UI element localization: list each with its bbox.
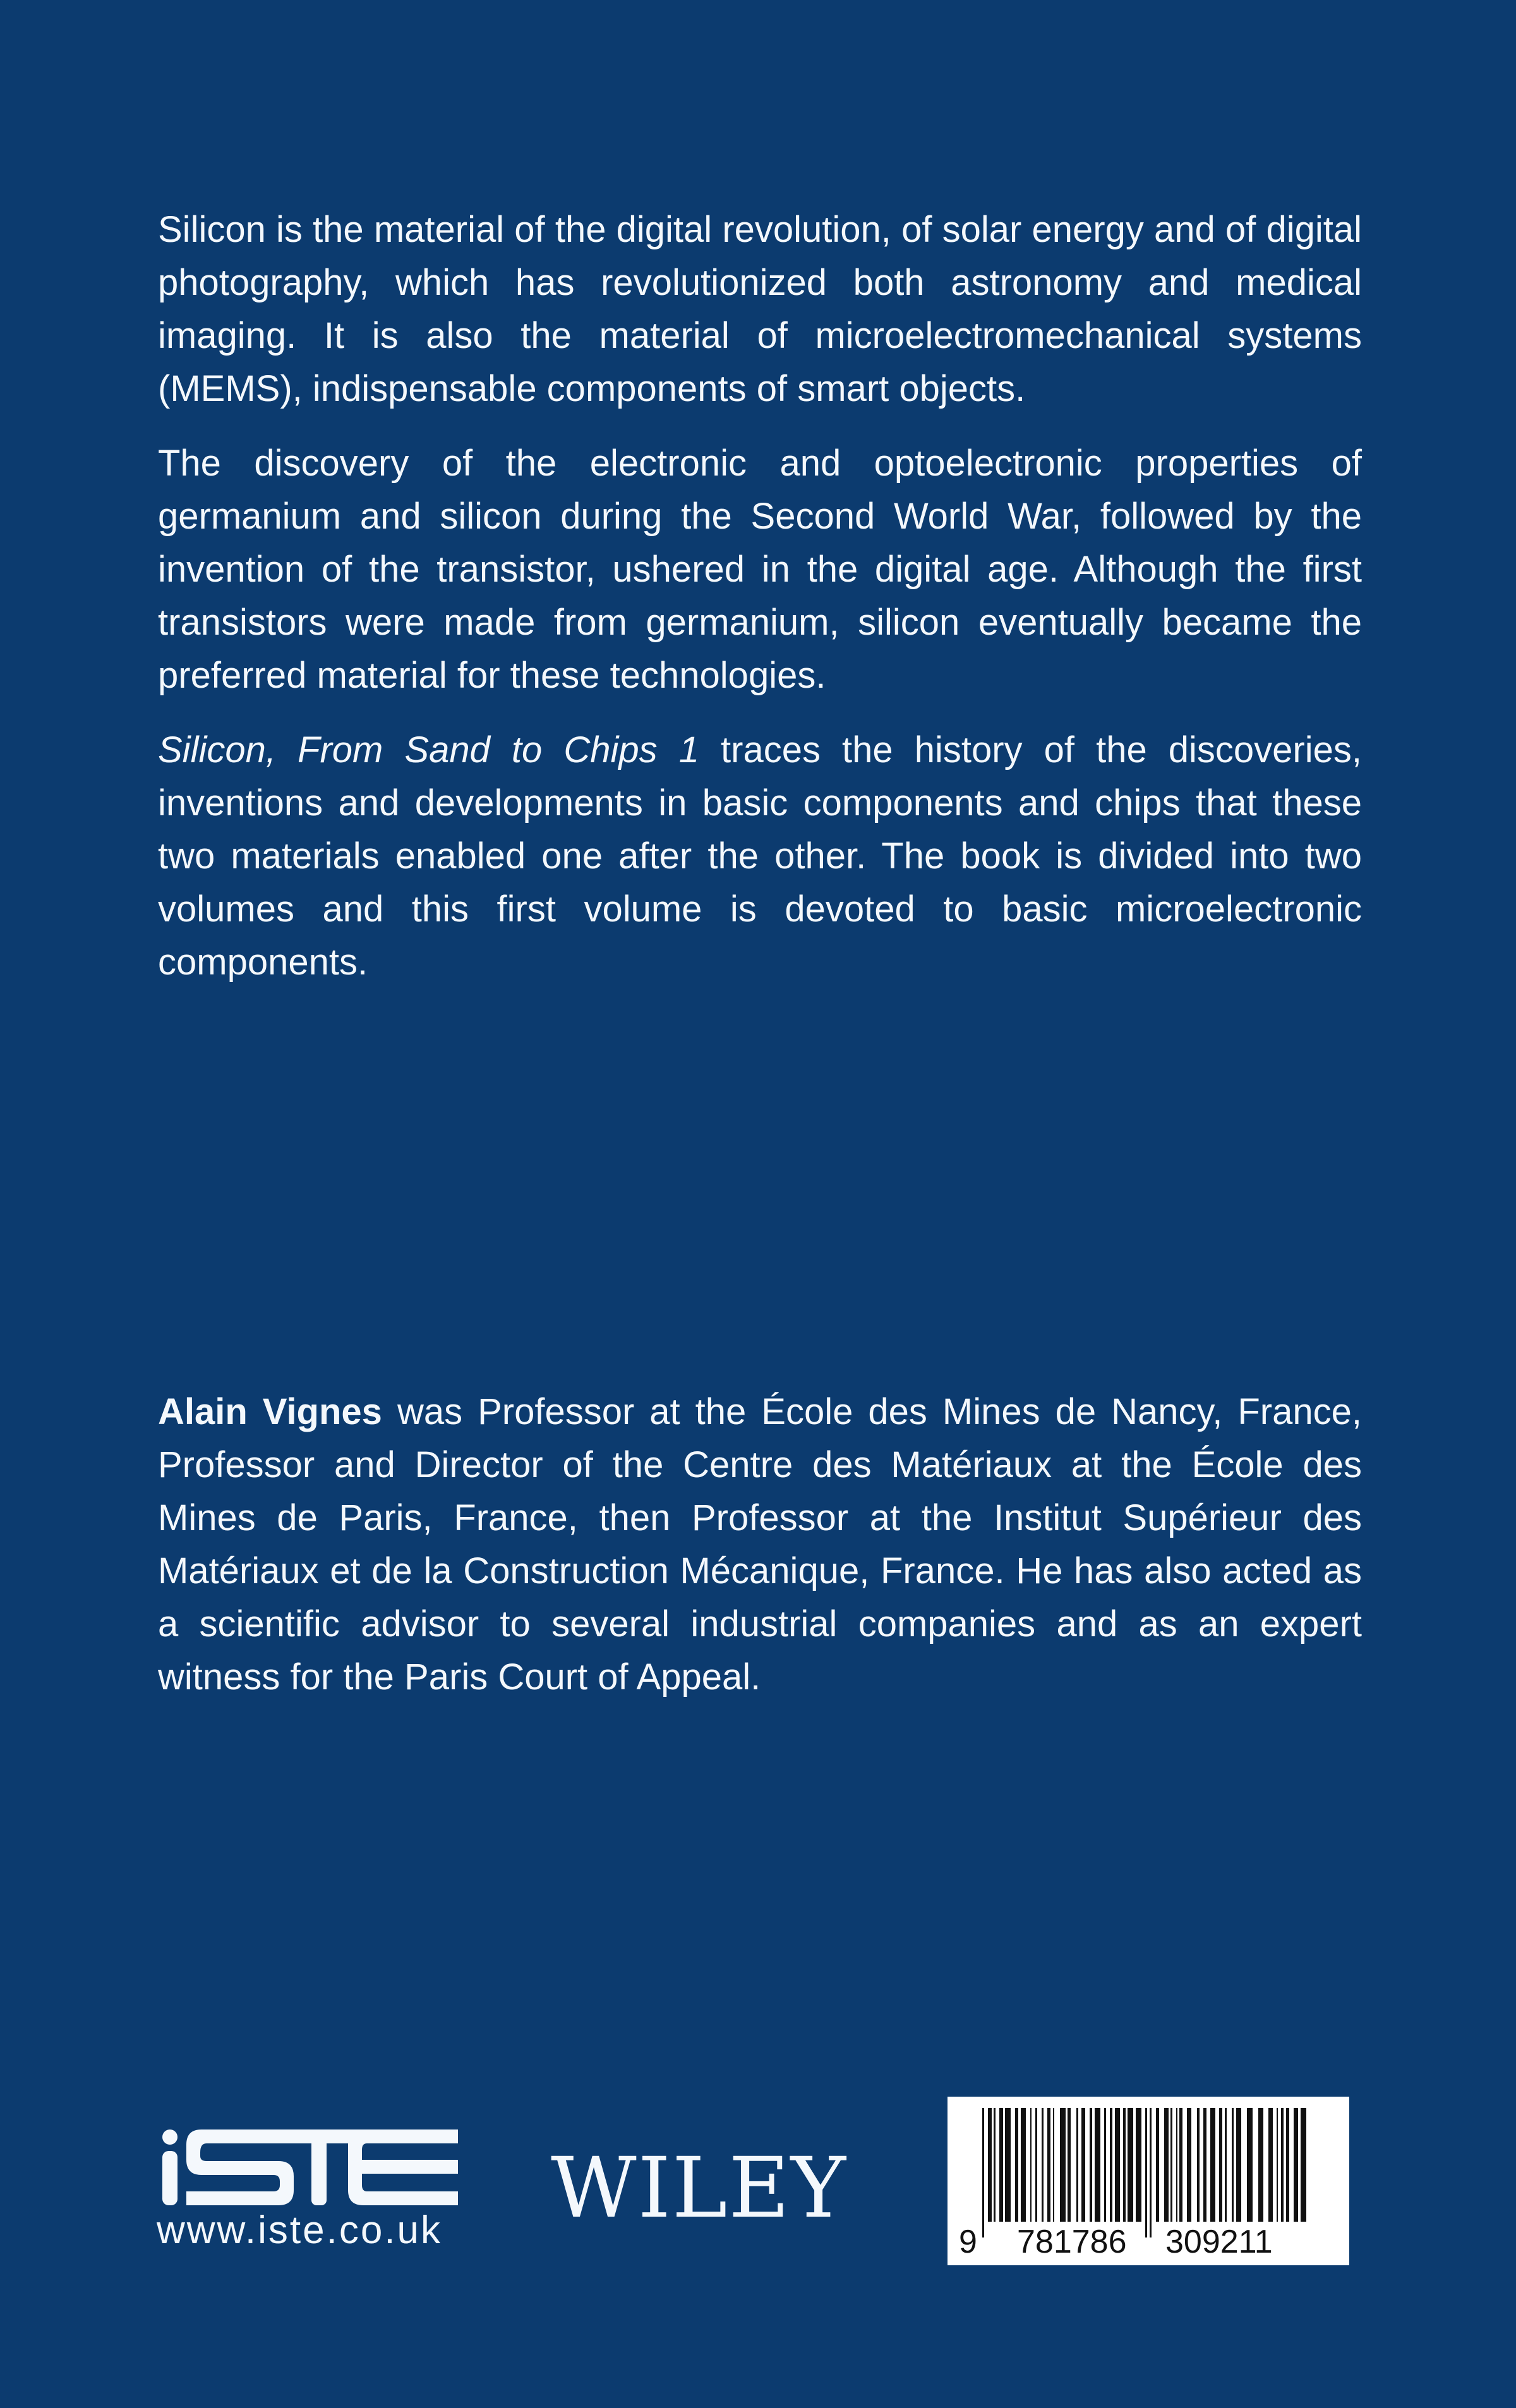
barcode-bar	[1286, 2108, 1289, 2222]
barcode-bar	[1035, 2108, 1037, 2222]
barcode-digit-prefix: 9	[959, 2224, 977, 2260]
wiley-logo: WILEY	[551, 2140, 847, 2237]
barcode-bar	[1005, 2108, 1011, 2222]
barcode-bars	[982, 2108, 1311, 2237]
barcode-bar	[1104, 2108, 1106, 2222]
blurb-paragraph-3-text: traces the history of the discoveries, inventions and developments in basic components and chips that these two materials enabled one after the other. The book is divided into two volumes and this first volume is devoted to basic microelectronic components.	[158, 729, 1362, 983]
barcode-bar	[1210, 2108, 1215, 2222]
barcode-bar	[1047, 2108, 1050, 2222]
barcode-bar	[1115, 2108, 1120, 2222]
barcode-bar	[1294, 2108, 1298, 2222]
author-name: Alain Vignes	[158, 1391, 382, 1432]
iste-url: www.iste.co.uk	[157, 2208, 443, 2252]
barcode-digits-left: 781786	[1017, 2224, 1127, 2260]
barcode-bar	[982, 2108, 984, 2237]
barcode-bar	[1170, 2108, 1172, 2222]
barcode-bar	[1176, 2108, 1177, 2222]
author-bio-paragraph	[158, 1386, 1362, 1704]
barcode-bar	[1187, 2108, 1191, 2222]
author-bio-text: was Professor at the École des Mines de Nancy, France, Professor and Director of the Centre des Matériaux at the École des Mines de Paris, France, then Professor at the Institut Supérieur des Matériaux et de la Construction Mécanique, France. He has also acted as a scientific advisor to several industrial companies and as an expert witness for the Paris Court of Appeal.	[158, 1391, 1362, 1698]
barcode-bar	[1268, 2108, 1273, 2222]
iste-logo	[161, 2129, 458, 2205]
barcode-bar	[1081, 2108, 1085, 2222]
barcode-bar	[1164, 2108, 1169, 2222]
barcode-bar	[1123, 2108, 1126, 2222]
barcode-bar	[1232, 2108, 1234, 2222]
blurb-paragraph-3	[158, 724, 1362, 989]
barcode-bar	[1247, 2108, 1253, 2222]
blurb-paragraph-2: The discovery of the electronic and optoelectronic properties of germanium and silicon during the Second World War, followed by the invention of the transistor, ushered in the digital age. Although the first transistors were made from germanium, silicon eventually became the preferred material for these technologies.	[158, 443, 1362, 696]
barcode-bar	[1095, 2108, 1100, 2222]
barcode-bar	[1128, 2108, 1133, 2222]
barcode-digits-right: 309211	[1165, 2224, 1273, 2260]
barcode-bar	[1277, 2108, 1278, 2222]
barcode-bar	[1015, 2108, 1018, 2222]
cover-blurb	[158, 203, 1362, 1010]
barcode-bar	[1068, 2108, 1071, 2222]
author-bio	[158, 1386, 1362, 1725]
barcode-bar	[1136, 2108, 1141, 2222]
barcode-bar	[1110, 2108, 1112, 2222]
barcode-bar	[1197, 2108, 1200, 2222]
barcode-bar	[1076, 2108, 1078, 2222]
book-title: Silicon, From Sand to Chips 1	[158, 729, 699, 770]
barcode-bar	[1236, 2108, 1241, 2222]
barcode-bar	[994, 2108, 996, 2222]
barcode-bar	[1150, 2108, 1152, 2237]
barcode-bar	[1281, 2108, 1284, 2222]
barcode-bar	[1042, 2108, 1044, 2222]
barcode-bar	[1021, 2108, 1026, 2222]
barcode-bar	[1145, 2108, 1147, 2237]
isbn-barcode	[948, 2097, 1349, 2265]
barcode-bar	[1090, 2108, 1092, 2222]
barcode-bar	[1060, 2108, 1066, 2222]
barcode-bar	[1203, 2108, 1206, 2222]
barcode-bar	[1053, 2108, 1054, 2222]
barcode-bar	[988, 2108, 992, 2222]
barcode-bar	[1301, 2108, 1306, 2222]
barcode-bar	[1219, 2108, 1222, 2222]
blurb-paragraph-1: Silicon is the material of the digital revolution, of solar energy and of digital photography, which has revolutionized both astronomy and medical imaging. It is also the material of microelectromechanical systems (MEMS), indispensable components of smart objects.	[158, 209, 1362, 409]
barcode-bar	[999, 2108, 1003, 2222]
barcode-bar	[1258, 2108, 1263, 2222]
barcode-bar	[1030, 2108, 1032, 2222]
barcode-bar	[1225, 2108, 1227, 2222]
barcode-bar	[1156, 2108, 1159, 2222]
barcode-bar	[1179, 2108, 1182, 2222]
